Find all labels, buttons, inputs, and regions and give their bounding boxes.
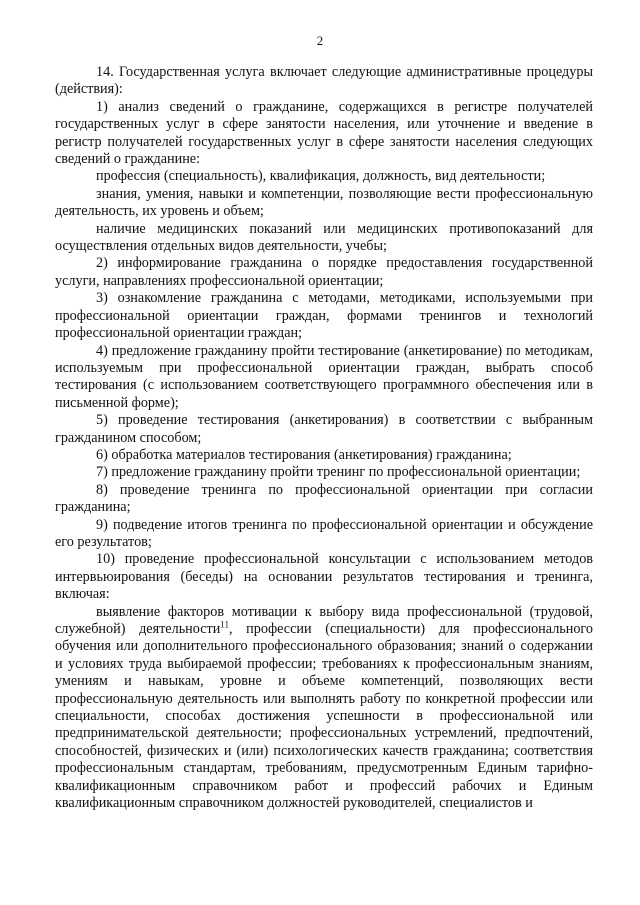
paragraph-item-6: 6) обработка материалов тестирования (анкетирования) гражданина;: [96, 446, 512, 463]
motivation-text-continuation: , профессии (специальности) для профессионального обучения или дополнительного профессионального образования; знаний о содержании и условиях труда выбираемой профессии; требованиях к профессиональным знаниям, умениям и навыкам, уровне и объеме компетенций, позволяющих вести профессиональную деятельность или выполнять работу по конкретной профессии или специальности, способах достижения успешности в профессиональной или предпринимательской деятельности; профессиональных устремлений, предпочтений, способностей, физических и (или) психологических качеств гражданина; соответствия профессиональным стандартам, требованиям, предусмотренным Единым тарифно-квалификационным справочником работ и профессий рабочих и Единым квалификационным справочником должностей руководителей, специалистов и: [55, 621, 593, 812]
document-body: [55, 64, 593, 812]
paragraph-item-9: 9) подведение итогов тренинга по профессиональной ориентации и обсуждение его результатов;: [55, 516, 593, 550]
paragraph-knowledge: знания, умения, навыки и компетенции, позволяющие вести профессиональную деятельность, их уровень и объем;: [55, 185, 593, 220]
paragraph-item-7: 7) предложение гражданину пройти тренинг по профессиональной ориентации;: [96, 464, 581, 481]
paragraph-item-5: 5) проведение тестирования (анкетирования) в соответствии с выбранным гражданином способом;: [55, 412, 593, 446]
paragraph-motivation-factors: [55, 604, 593, 813]
paragraph-item-1: 1) анализ сведений о гражданине, содержащихся в регистре получателей государственных услуг в сфере занятости населения, или уточнение и введение в регистр получателей государственных услуг в сфере занятости населения следующих сведений о гражданине:: [55, 98, 593, 168]
paragraph-item-3: 3) ознакомление гражданина с методами, методиками, используемыми при профессиональной ориентации граждан, формами тренингов и технологий профессиональной ориентации граждан;: [55, 290, 593, 342]
paragraph-item-4: 4) предложение гражданину пройти тестирование (анкетирование) по методикам, используемым при профессиональной ориентации граждан, выбрать способ тестирования (с использованием соответствующего программного обеспечения или в письменной форме);: [55, 342, 593, 411]
paragraph-medical: наличие медицинских показаний или медицинских противопоказаний для осуществления отдельных видов деятельности, учебы;: [55, 220, 593, 255]
paragraph-item-8: 8) проведение тренинга по профессиональной ориентации при согласии гражданина;: [55, 481, 593, 516]
paragraph-item-2: 2) информирование гражданина о порядке предоставления государственной услуги, направлениях профессиональной ориентации;: [55, 255, 593, 289]
page-number: 2: [316, 33, 324, 48]
footnote-reference[interactable]: 11: [220, 619, 229, 630]
motivation-text-start: выявление факторов мотивации к выбору вида профессиональной (трудовой, служебной) деятельности: [55, 603, 593, 637]
paragraph-profession: профессия (специальность), квалификация, должность, вид деятельности;: [96, 168, 546, 185]
paragraph-item-10: 10) проведение профессиональной консультации с использованием методов интервьюирования (беседы) на основании результатов тестирования и тренинга, включая:: [55, 551, 593, 603]
paragraph-14-intro: 14. Государственная услуга включает следующие административные процедуры (действия):: [55, 64, 593, 98]
